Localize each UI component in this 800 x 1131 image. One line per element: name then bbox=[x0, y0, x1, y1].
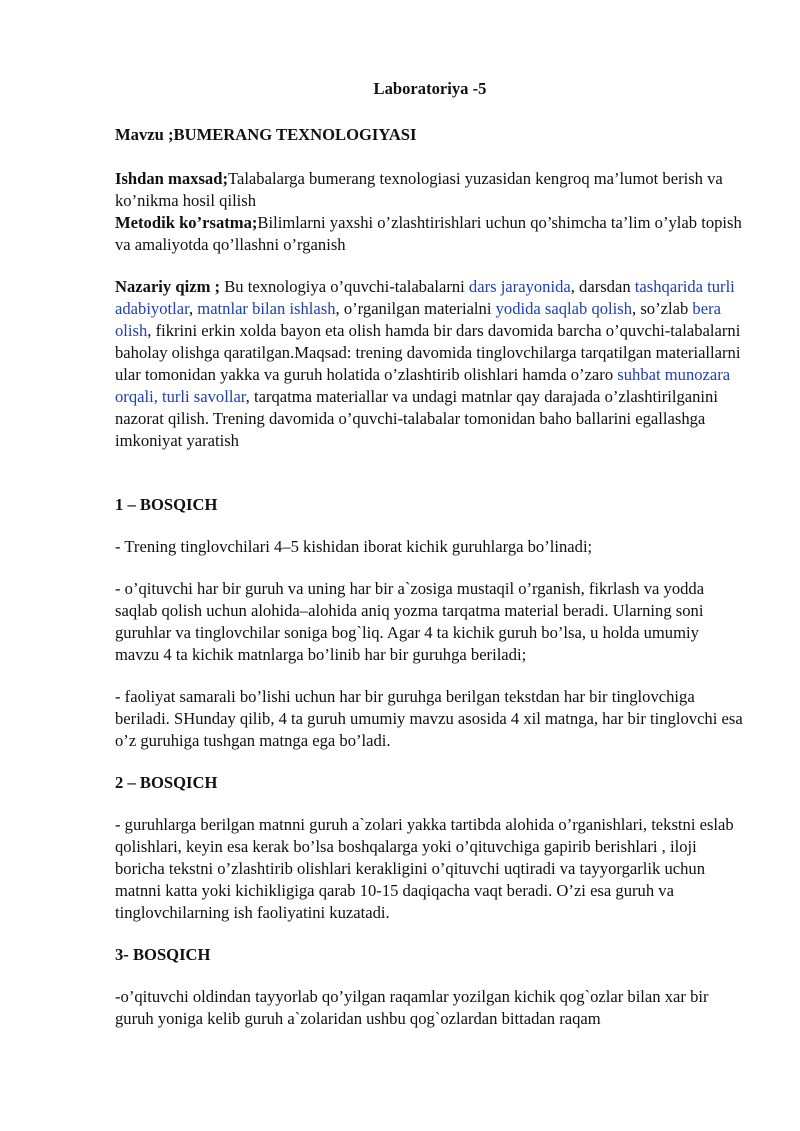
theory-link: matnlar bilan ishlash bbox=[197, 299, 336, 318]
theory-text: , darsdan bbox=[570, 277, 635, 296]
theory-link: bera olish bbox=[115, 299, 721, 340]
goal-text: Talabalarga bumerang texnologiasi yuzasidan kengroq ma’lumot berish va ko’nikma hosil qilish bbox=[115, 169, 723, 210]
theory-paragraph bbox=[115, 276, 745, 452]
theory-text: Bu texnologiya o’quvchi-talabalarni bbox=[224, 277, 469, 296]
subject-line: Mavzu ;BUMERANG TEXNOLOGIYASI bbox=[115, 125, 417, 144]
theory-link: tashqarida turli adabiyotlar bbox=[115, 277, 735, 318]
stage3-paragraph-1: -o’qituvchi oldindan tayyorlab qo’yilgan raqamlar yozilgan kichik qog`ozlar bilan xar bir guruh yoniga kelib guruh a`zolaridan ushbu qog`ozlardan bittadan raqam bbox=[115, 987, 709, 1028]
document-page bbox=[115, 78, 745, 1030]
stage1-paragraph-2: - o’qituvchi har bir guruh va uning har bir a`zosiga mustaqil o’rganish, fikrlash va yodda saqlab qolish uchun alohida–alohida aniq yozma tarqatma material beradi. Ularning soni guruhlar va tinglovchilar soniga bog`liq. Agar 4 ta kichik guruh bo’lsa, u holda umumiy mavzu 4 ta kichik matnlarga bo’linib har bir guruhga beriladi; bbox=[115, 579, 705, 664]
theory-text: , bbox=[188, 299, 198, 318]
theory-link: yodida saqlab qolish bbox=[495, 299, 633, 318]
theory-text: , o’rganilgan materialni bbox=[335, 299, 496, 318]
stage1-paragraph-1: - Trening tinglovchilari 4–5 kishidan iborat kichik guruhlarga bo’linadi; bbox=[115, 537, 593, 556]
theory-link: dars jarayonida bbox=[468, 277, 571, 296]
document-title: Laboratoriya -5 bbox=[373, 79, 487, 98]
stage1-paragraph-3: - faoliyat samarali bo’lishi uchun har bir guruhga berilgan tekstdan har bir tinglovchiga beriladi. SHunday qilib, 4 ta guruh umumiy mavzu asosida 4 xil matnga, har bir tinglovchi esa o’z guruhiga tushgan matnga ega bo’ladi. bbox=[115, 687, 743, 750]
stage2-paragraph-1: - guruhlarga berilgan matnni guruh a`zolari yakka tartibda alohida o’rganishlari, tekstni eslab qolishlari, keyin esa kerak bo’lsa boshqalarga yoki o’qituvchiga gapirib berishlari , iloji boricha tekstni o’zlashtirib olishlari kerakligini o’qituvchi uqtiradi va tayyorgarlik uchun matnni katta yoki kichikligiga qarab 10-15 daqiqacha vaqt beradi. O’zi esa guruh va tinglovchilarning ish faoliyatini kuzatadi. bbox=[115, 815, 734, 922]
theory-text: , tarqatma materiallar va undagi matnlar qay darajada o’zlashtirilganini nazorat qilish. Trening davomida o’quvchi-talabalar tomonidan baho ballarini egallashga imkoniyat yaratish bbox=[115, 387, 718, 450]
method-paragraph bbox=[115, 212, 745, 256]
theory-link: suhbat munozara orqali, turli savollar bbox=[115, 365, 731, 406]
method-label: Metodik ko’rsatma; bbox=[115, 213, 258, 232]
theory-label: Nazariy qizm ; bbox=[115, 277, 225, 296]
method-text: Bilimlarni yaxshi o’zlashtirishlari uchun qo’shimcha ta’lim o’ylab topish va amaliyotda qo’llashni o’rganish bbox=[115, 213, 742, 254]
theory-text: , so’zlab bbox=[632, 299, 693, 318]
goal-paragraph bbox=[115, 168, 745, 212]
theory-text: , fikrini erkin xolda bayon eta olish hamda bir dars davomida barcha o’quvchi-talabalarni baholay olishga qaratilgan.Maqsad: trening davomida tinglovchilarga tarqatilgan materiallarni ular tomonidan yakka va guruh holatida o’zlashtirib olishlari hamda o’zaro bbox=[115, 321, 741, 384]
stage2-heading: 2 – BOSQICH bbox=[115, 773, 218, 792]
goal-label: Ishdan maxsad; bbox=[115, 169, 228, 188]
stage3-heading: 3- BOSQICH bbox=[115, 945, 211, 964]
stage1-heading: 1 – BOSQICH bbox=[115, 495, 218, 514]
